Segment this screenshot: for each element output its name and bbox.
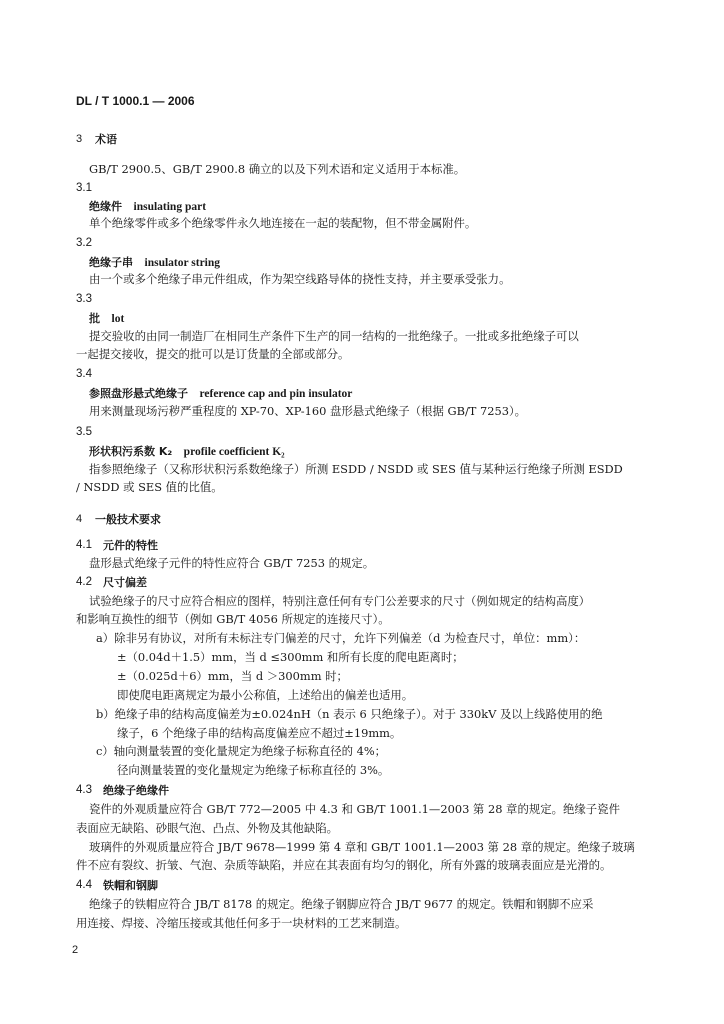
term-number: 3.2 bbox=[76, 237, 92, 249]
term-definition-cont: 一起提交接收，提交的批可以是订货量的全部或部分。 bbox=[76, 347, 350, 361]
paragraph: 盘形悬式绝缘子元件的特性应符合 GB/T 7253 的规定。 bbox=[89, 556, 375, 570]
page-number: 2 bbox=[72, 944, 79, 956]
standard-code-header: DL / T 1000.1 — 2006 bbox=[76, 94, 195, 108]
paragraph-cont: 件不应有裂纹、折皱、气泡、杂质等缺陷，并应在其表面有均匀的钢化，所有外露的玻璃表面应是光滑的。 bbox=[76, 858, 612, 872]
list-item-a-formula-2: ±（0.025d＋6）mm，当 d ＞300mm 时； bbox=[117, 669, 348, 683]
term-definition: 用来测量现场污秽严重程度的 XP-70、XP-160 盘形悬式绝缘子（根据 GB/T 7253）。 bbox=[89, 404, 527, 418]
term-definition: 指参照绝缘子（又称形状积污系数绝缘子）所测 ESDD / NSDD 或 SES 值与某种运行绝缘子所测 ESDD bbox=[89, 462, 623, 476]
list-item-c-cont: 径向测量装置的变化量规定为绝缘子标称直径的 3%。 bbox=[117, 763, 390, 777]
list-item-b: b）绝缘子串的结构高度偏差为±0.024nH（n 表示 6 只绝缘子）。对于 330kV 及以上线路使用的绝 bbox=[96, 707, 603, 721]
paragraph: 瓷件的外观质量应符合 GB/T 772—2005 中 4.3 和 GB/T 1001.1—2003 第 28 章的规定。绝缘子瓷件 bbox=[89, 802, 620, 816]
term-zh: 绝缘子串 bbox=[89, 256, 133, 269]
term-zh: 参照盘形悬式绝缘子 bbox=[89, 387, 188, 400]
term-en: insulator string bbox=[144, 257, 221, 269]
term-en: profile coefficient K₂ bbox=[183, 446, 285, 458]
section-4-number: 4 bbox=[76, 513, 83, 525]
section-3-intro: GB/T 2900.5、GB/T 2900.8 确立的以及下列术语和定义适用于本标准。 bbox=[89, 162, 466, 176]
subsection-title: 绝缘子绝缘件 bbox=[103, 784, 169, 797]
subsection-number: 4.1 bbox=[76, 539, 92, 551]
term-number: 3.5 bbox=[76, 426, 92, 438]
paragraph: 绝缘子的铁帽应符合 JB/T 8178 的规定。绝缘子钢脚应符合 JB/T 9677 的规定。铁帽和钢脚不应采 bbox=[89, 897, 594, 911]
subsection-number: 4.2 bbox=[76, 576, 92, 588]
term-zh: 批 bbox=[89, 312, 100, 325]
paragraph-cont: 和影响互换性的细节（例如 GB/T 4056 所规定的连接尺寸）。 bbox=[76, 612, 390, 626]
list-item-a: a）除非另有协议，对所有未标注专门偏差的尺寸，允许下列偏差（d 为检查尺寸，单位：mm）： bbox=[96, 631, 586, 645]
term-heading bbox=[89, 199, 206, 215]
section-3-title: 术语 bbox=[95, 133, 117, 146]
paragraph: 试验绝缘子的尺寸应符合相应的图样，特别注意任何有专门公差要求的尺寸（例如规定的结构高度） bbox=[89, 594, 591, 608]
list-item-a-formula-1: ±（0.04d＋1.5）mm，当 d ≤300mm 和所有长度的爬电距离时； bbox=[117, 650, 464, 664]
term-heading bbox=[89, 255, 220, 271]
term-number: 3.1 bbox=[76, 182, 92, 194]
term-number: 3.3 bbox=[76, 293, 92, 305]
term-zh: 绝缘件 bbox=[89, 200, 122, 213]
subsection-title: 元件的特性 bbox=[103, 539, 158, 552]
subsection-number: 4.4 bbox=[76, 879, 92, 891]
term-definition-cont: / NSDD 或 SES 值的比值。 bbox=[76, 480, 223, 494]
section-3-number: 3 bbox=[76, 133, 83, 145]
term-heading bbox=[89, 311, 124, 327]
list-item-c: c）轴向测量装置的变化量规定为绝缘子标称直径的 4%； bbox=[96, 744, 387, 758]
subsection-title: 铁帽和钢脚 bbox=[103, 879, 158, 892]
paragraph-cont: 用连接、焊接、冷缩压接或其他任何多于一块材料的工艺来制造。 bbox=[76, 916, 407, 930]
term-en: insulating part bbox=[133, 201, 207, 213]
term-definition: 提交验收的由同一制造厂在相同生产条件下生产的同一结构的一批绝缘子。一批或多批绝缘子可以 bbox=[89, 329, 579, 343]
term-zh: 形状积污系数 K₂ bbox=[89, 445, 173, 458]
term-definition: 由一个或多个绝缘子串元件组成，作为架空线路导体的挠性支持，并主要承受张力。 bbox=[89, 272, 511, 286]
term-number: 3.4 bbox=[76, 368, 92, 380]
subsection-number: 4.3 bbox=[76, 784, 92, 796]
list-item-a-note: 即使爬电距离规定为最小公称值，上述给出的偏差也适用。 bbox=[117, 688, 414, 702]
term-definition: 单个绝缘零件或多个绝缘零件永久地连接在一起的装配物，但不带金属附件。 bbox=[89, 216, 477, 230]
term-en: reference cap and pin insulator bbox=[199, 388, 353, 400]
section-4-title: 一般技术要求 bbox=[95, 513, 161, 526]
list-item-b-cont: 缘子，6 个绝缘子串的结构高度偏差应不超过±19mm。 bbox=[117, 726, 402, 740]
term-heading bbox=[89, 444, 285, 460]
term-en: lot bbox=[111, 313, 125, 325]
term-heading bbox=[89, 386, 352, 402]
paragraph: 玻璃件的外观质量应符合 JB/T 9678—1999 第 4 章和 GB/T 1001.1—2003 第 28 章的规定。绝缘子玻璃 bbox=[89, 840, 635, 854]
subsection-title: 尺寸偏差 bbox=[103, 576, 147, 589]
paragraph-cont: 表面应无缺陷、砂眼气泡、凸点、外物及其他缺陷。 bbox=[76, 821, 338, 835]
